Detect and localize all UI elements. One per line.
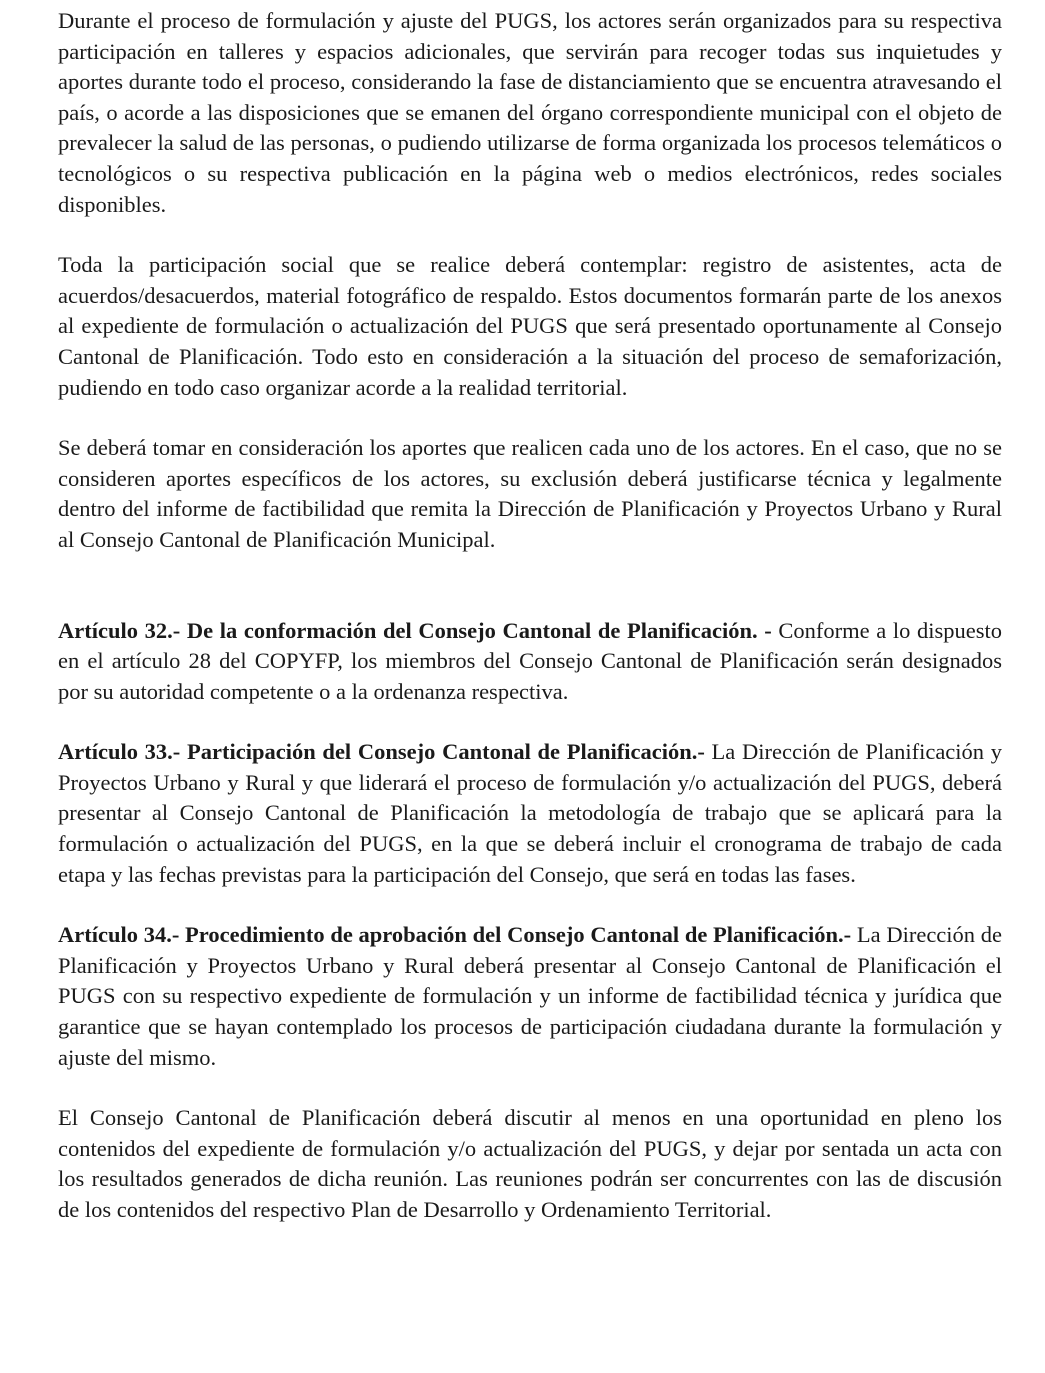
paragraph-participation-process: Durante el proceso de formulación y ajuste del PUGS, los actores serán organizados para su respectiva participación en talleres y espacios adicionales, que servirán para recoger todas sus inquietudes y aportes durante todo el proceso, considerando la fase de distanciamiento que se encuentra atravesando el país, o acorde a las disposiciones que se emanen del órgano correspondiente municipal con el objeto de prevalecer la salud de las personas, o pudiendo utilizarse de forma organizada los procesos telemáticos o tecnológicos o su respectiva publicación en la página web o medios electrónicos, redes sociales disponibles.: [58, 8, 1002, 217]
article-34: [58, 920, 1002, 1073]
paragraph-council-discussion: El Consejo Cantonal de Planificación deberá discutir al menos en una oportunidad en pleno los contenidos del expediente de formulación y/o actualización del PUGS, y dejar por sentada un acta con los resultados generados de dicha reunión. Las reuniones podrán ser concurrentes con las de discusión de los contenidos del respectivo Plan de Desarrollo y Ordenamiento Territorial.: [58, 1105, 1002, 1222]
article-33: [58, 737, 1002, 890]
paragraph-actor-contributions: Se deberá tomar en consideración los aportes que realicen cada uno de los actores. En el caso, que no se consideren aportes específicos de los actores, su exclusión deberá justificarse técnica y legalmente dentro del informe de factibilidad que remita la Dirección de Planificación y Proyectos Urbano y Rural al Consejo Cantonal de Planificación Municipal.: [58, 435, 1002, 552]
article-34-body: La Dirección de Planificación y Proyectos Urbano y Rural deberá presentar al Consejo Cantonal de Planificación el PUGS con su respectivo expediente de formulación y un informe de factibilidad técnica y jurídica que garantice que se hayan contemplado los procesos de participación ciudadana durante la formulación y ajuste del mismo.: [58, 922, 1002, 1070]
paragraph-social-participation: Toda la participación social que se realice deberá contemplar: registro de asistentes, acta de acuerdos/desacuerdos, material fotográfico de respaldo. Estos documentos formarán parte de los anexos al expediente de formulación o actualización del PUGS que será presentado oportunamente al Consejo Cantonal de Planificación. Todo esto en consideración a la situación del proceso de semaforización, pudiendo en todo caso organizar acorde a la realidad territorial.: [58, 252, 1002, 400]
article-32: [58, 616, 1002, 708]
article-33-body: La Dirección de Planificación y Proyectos Urbano y Rural y que liderará el proceso de formulación y/o actualización del PUGS, deberá presentar al Consejo Cantonal de Planificación la metodología de trabajo que se aplicará para la formulación o actualización del PUGS, en la que se deberá incluir el cronograma de trabajo de cada etapa y las fechas previstas para la participación del Consejo, que será en todas las fases.: [58, 739, 1002, 887]
article-34-heading: Artículo 34.- Procedimiento de aprobación del Consejo Cantonal de Planificación.-: [58, 922, 852, 948]
article-32-body: Conforme a lo dispuesto en el artículo 28 del COPYFP, los miembros del Consejo Cantonal de Planificación serán designados por su autoridad competente o a la ordenanza respectiva.: [58, 617, 1002, 704]
article-33-heading: Artículo 33.- Participación del Consejo Cantonal de Planificación.-: [58, 739, 705, 765]
document-page: [58, 6, 1002, 1226]
article-32-heading: Artículo 32.- De la conformación del Consejo Cantonal de Planificación. -: [58, 617, 772, 643]
